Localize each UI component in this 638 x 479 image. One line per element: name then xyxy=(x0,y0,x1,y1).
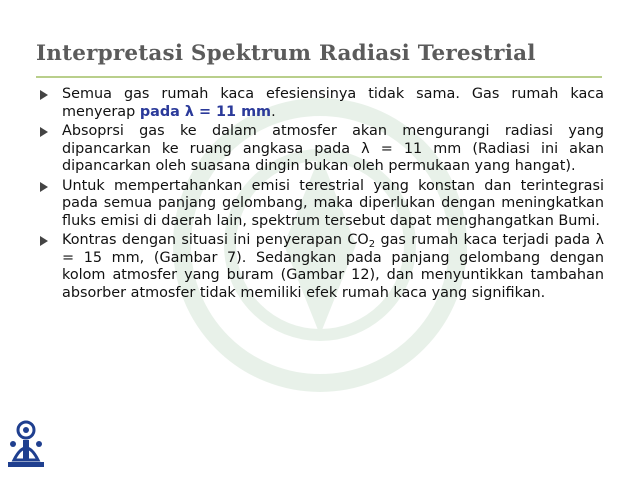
bullet-text-end: gas rumah kaca terjadi pada λ = 15 mm, (Gambar 7). Sedangkan pada panjang gelombang dengan kolom atmosfer yang buram (Gambar 12), dan menyuntikkan tambahan absorber atmosfer tidak memiliki efek rumah kaca yang signifikan. xyxy=(62,232,604,301)
bullet-text: Semua gas rumah kaca efesiensinya tidak sama. Gas rumah kaca menyerap xyxy=(62,86,604,120)
co2-subscript: 2 xyxy=(368,239,376,250)
arrow-bullet-icon xyxy=(40,182,48,192)
bullet-text: Untuk mempertahankan emisi terestrial yang konstan dan terintegrasi pada semua panjang gelombang, maka diperlukan dengan meningkatkan fluks emisi di daerah lain, spektrum tersebut dapat menghangatkan Bumi. xyxy=(62,177,604,229)
slide-title: Interpretasi Spektrum Radiasi Terestrial xyxy=(36,41,536,66)
bullet-item xyxy=(38,178,604,231)
arrow-bullet-icon xyxy=(40,127,48,137)
bullet-item xyxy=(38,232,604,302)
arrow-bullet-icon xyxy=(40,90,48,100)
bullet-text: Kontras dengan situasi ini penyerapan CO xyxy=(62,232,369,248)
bullet-text-end: . xyxy=(271,103,276,120)
bullet-item xyxy=(38,123,604,176)
institution-logo-icon xyxy=(6,418,46,470)
bullet-list xyxy=(38,86,604,304)
bullet-text: Absoprsi gas ke dalam atmosfer akan mengurangi radiasi yang dipancarkan ke ruang angkasa pada λ = 11 mm (Radiasi ini akan dipancarkan oleh suasana dingin bukan oleh permukaan yang hangat). xyxy=(62,123,604,174)
title-divider xyxy=(36,76,602,78)
bullet-highlight: pada λ = 11 mm xyxy=(139,103,272,120)
bullet-item xyxy=(38,86,604,121)
arrow-bullet-icon xyxy=(40,236,48,246)
